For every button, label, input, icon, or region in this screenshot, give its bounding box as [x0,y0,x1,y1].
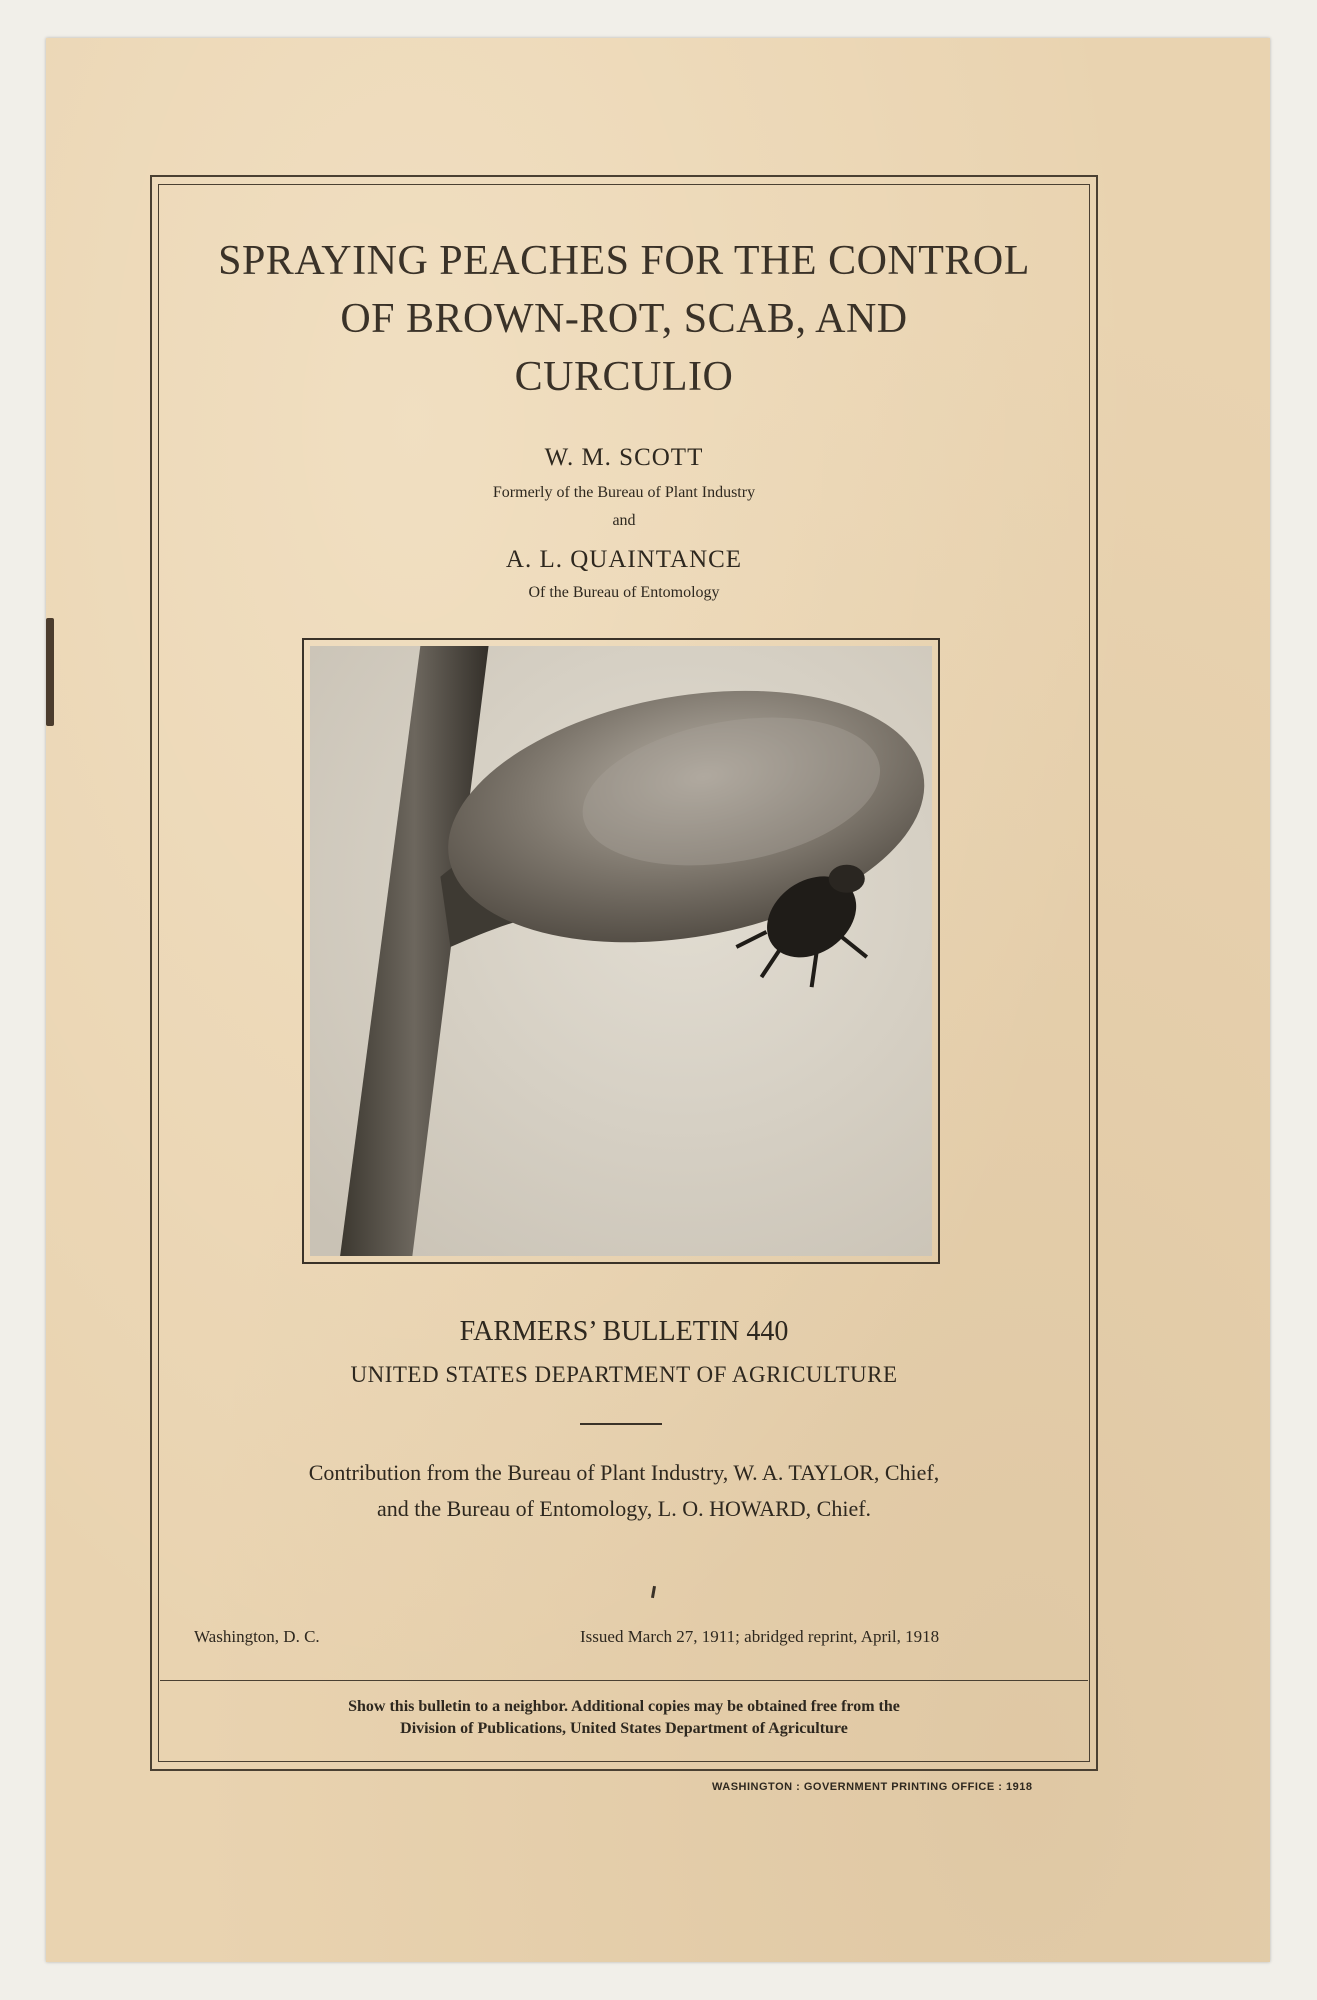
farmers-bulletin-number: FARMERS’ BULLETIN 440 [459,1316,789,1347]
department-name: UNITED STATES DEPARTMENT OF AGRICULTURE [350,1362,898,1387]
contribution-line-2: and the Bureau of Entomology, L. O. HOWARD, Chief. [376,1496,872,1521]
printer-imprint: WASHINGTON : GOVERNMENT PRINTING OFFICE : 1918 [712,1781,1033,1793]
footer-divider [160,1680,1088,1681]
contribution-statement [158,1455,1090,1527]
notice-line-2: Division of Publications, United States Department of Agriculture [400,1720,848,1737]
title-line-3: CURCULIO [514,354,734,400]
distribution-notice [158,1696,1090,1740]
author-2-affiliation: Of the Bureau of Entomology [528,584,720,601]
issue-date: Issued March 27, 1911; abridged reprint, April, 1918 [580,1627,940,1646]
bulletin-title [158,232,1090,406]
author-1-name: W. M. SCOTT [544,444,704,471]
author-1-affiliation: Formerly of the Bureau of Plant Industry [492,484,756,501]
notice-line-1: Show this bulletin to a neighbor. Additional copies may be obtained free from the [348,1698,900,1715]
title-line-1: SPRAYING PEACHES FOR THE CONTROL [218,238,1030,284]
contribution-line-1: Contribution from the Bureau of Plant Industry, W. A. TAYLOR, Chief, [308,1460,940,1485]
title-line-2: OF BROWN-ROT, SCAB, AND [340,296,908,342]
staple [46,618,54,726]
curculio-photo [302,638,940,1264]
publication-place: Washington, D. C. [194,1627,320,1646]
peach-curculio-illustration [310,646,932,1256]
and-conjunction: and [612,512,636,529]
author-2-name: A. L. QUAINTANCE [505,546,743,573]
short-divider [580,1423,662,1425]
